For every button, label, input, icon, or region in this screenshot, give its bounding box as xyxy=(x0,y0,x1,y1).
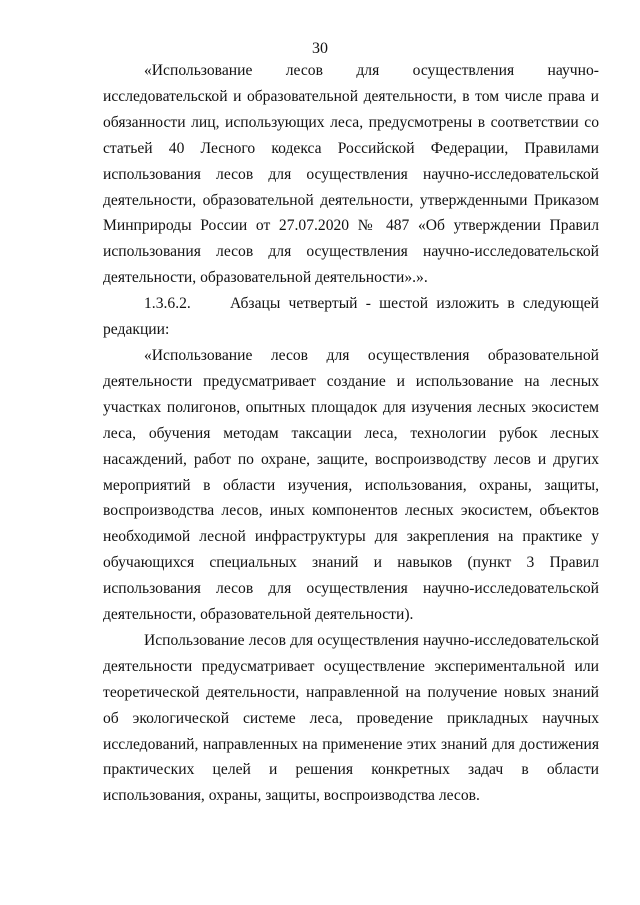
paragraph-research-use: Использование лесов для осуществления научно-исследовательской деятельности предусматривает осуществление экспериментальной или теоретической деятельности, направленной на получение новых знаний об экологической системе леса, проведение прикладных научных исследований, направленных на применение этих знаний для достижения практических целей и решения конкретных задач в области использования, охраны, защиты, воспроизводства лесов. xyxy=(103,631,599,805)
amendment-item xyxy=(103,291,599,343)
item-text: Абзацы четвертый - шестой изложить в следующей редакции: xyxy=(103,295,599,339)
page-number: 30 xyxy=(312,40,328,57)
paragraph-educational-use: «Использование лесов для осуществления образовательной деятельности предусматривает создание и использование на лесных участках полигонов, опытных площадок для изучения лесных экосистем леса, обучения методам таксации леса, технологии рубок лесных насаждений, работ по охране, защите, воспроизводству лесов и других мероприятий в области изучения, использования, охраны, защиты, воспроизводства лесов, иных компонентов лесных экосистем, объектов необходимой лесной инфраструктуры для закрепления на практике у обучающихся специальных знаний и навыков (пункт 3 Правил использования лесов для осуществления научно-исследовательской деятельности, образовательной деятельности). xyxy=(103,346,599,624)
item-number: 1.3.6.2. xyxy=(144,295,191,313)
document-body xyxy=(103,58,599,809)
paragraph-scientific-use-rights: «Использование лесов для осуществления научно-исследовательской и образовательной деятельности, в том числе права и обязанности лиц, использующих леса, предусмотрены в соответствии со статьей 40 Лесного кодекса Российской Федерации, Правилами использования лесов для осуществления научно-исследовательской деятельности, образовательной деятельности, утвержденными Приказом Минприроды России от 27.07.2020 № 487 «Об утверждении Правил использования лесов для осуществления научно-исследовательской деятельности, образовательной деятельности».». xyxy=(103,62,599,287)
